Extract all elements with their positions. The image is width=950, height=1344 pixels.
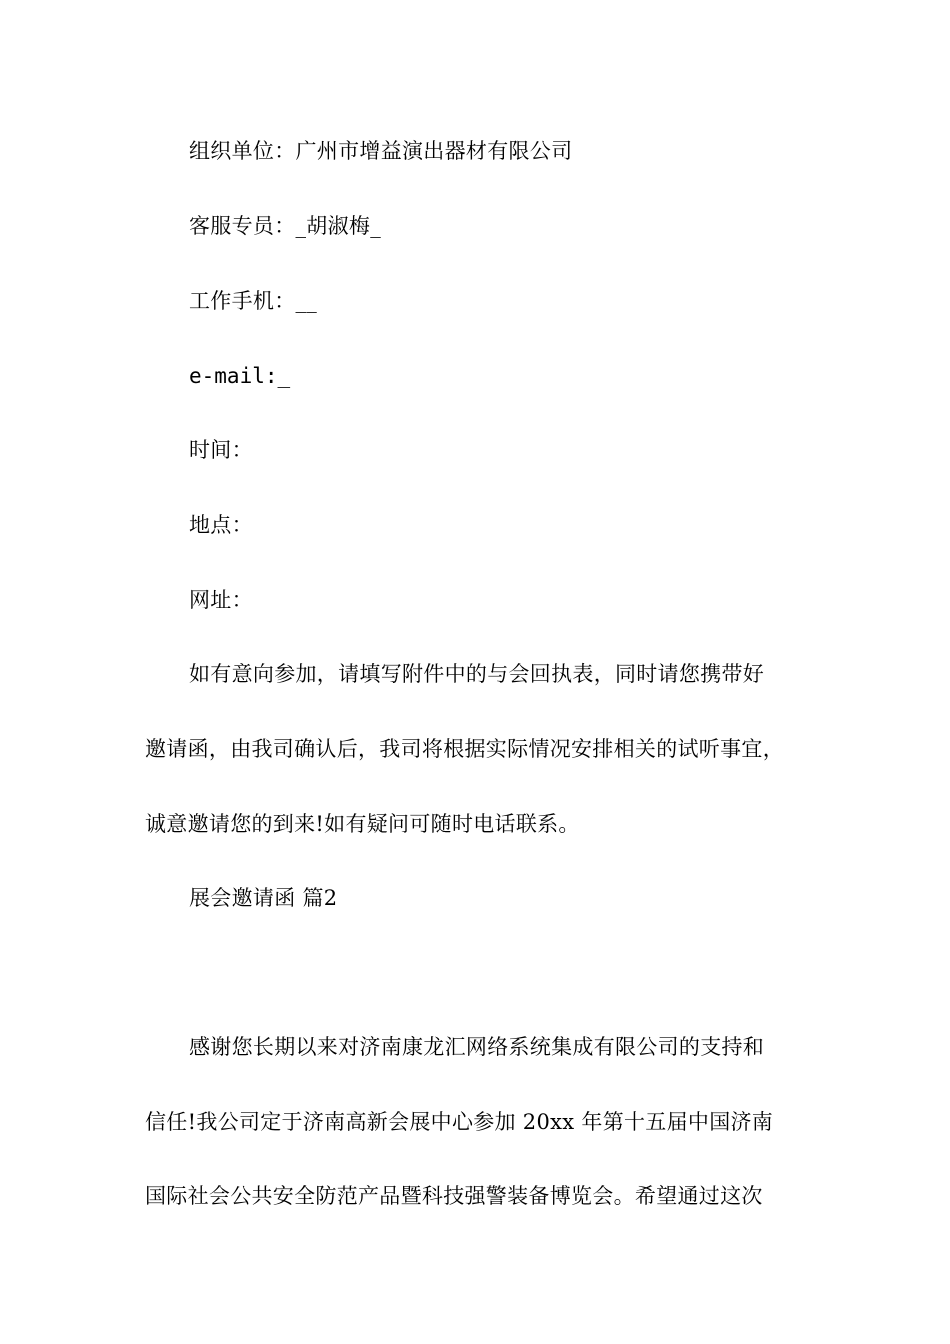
paragraph1-line2: 邀请函，由我司确认后，我司将根据实际情况安排相关的试听事宜， bbox=[145, 737, 784, 761]
paragraph2-line2: 信任!我公司定于济南高新会展中心参加 20xx 年第十五届中国济南 bbox=[145, 1110, 774, 1134]
organizer-line: 组织单位：广州市增益演出器材有限公司 bbox=[189, 139, 573, 163]
time-line: 时间： bbox=[189, 438, 253, 462]
website-line: 网址： bbox=[189, 588, 253, 612]
paragraph1-line1: 如有意向参加，请填写附件中的与会回执表，同时请您携带好 bbox=[189, 662, 765, 686]
service-rep-line: 客服专员：_胡淑梅_ bbox=[189, 214, 381, 238]
work-phone-line: 工作手机：__ bbox=[189, 289, 318, 313]
paragraph2-line1: 感谢您长期以来对济南康龙汇网络系统集成有限公司的支持和 bbox=[189, 1035, 765, 1059]
section-title: 展会邀请函 篇2 bbox=[189, 886, 338, 910]
paragraph2-line3: 国际社会公共安全防范产品暨科技强警装备博览会。希望通过这次 bbox=[145, 1184, 763, 1208]
paragraph1-line3: 诚意邀请您的到来!如有疑问可随时电话联系。 bbox=[145, 812, 580, 836]
email-line: e-mail:_ bbox=[189, 364, 291, 388]
location-line: 地点： bbox=[189, 513, 253, 537]
